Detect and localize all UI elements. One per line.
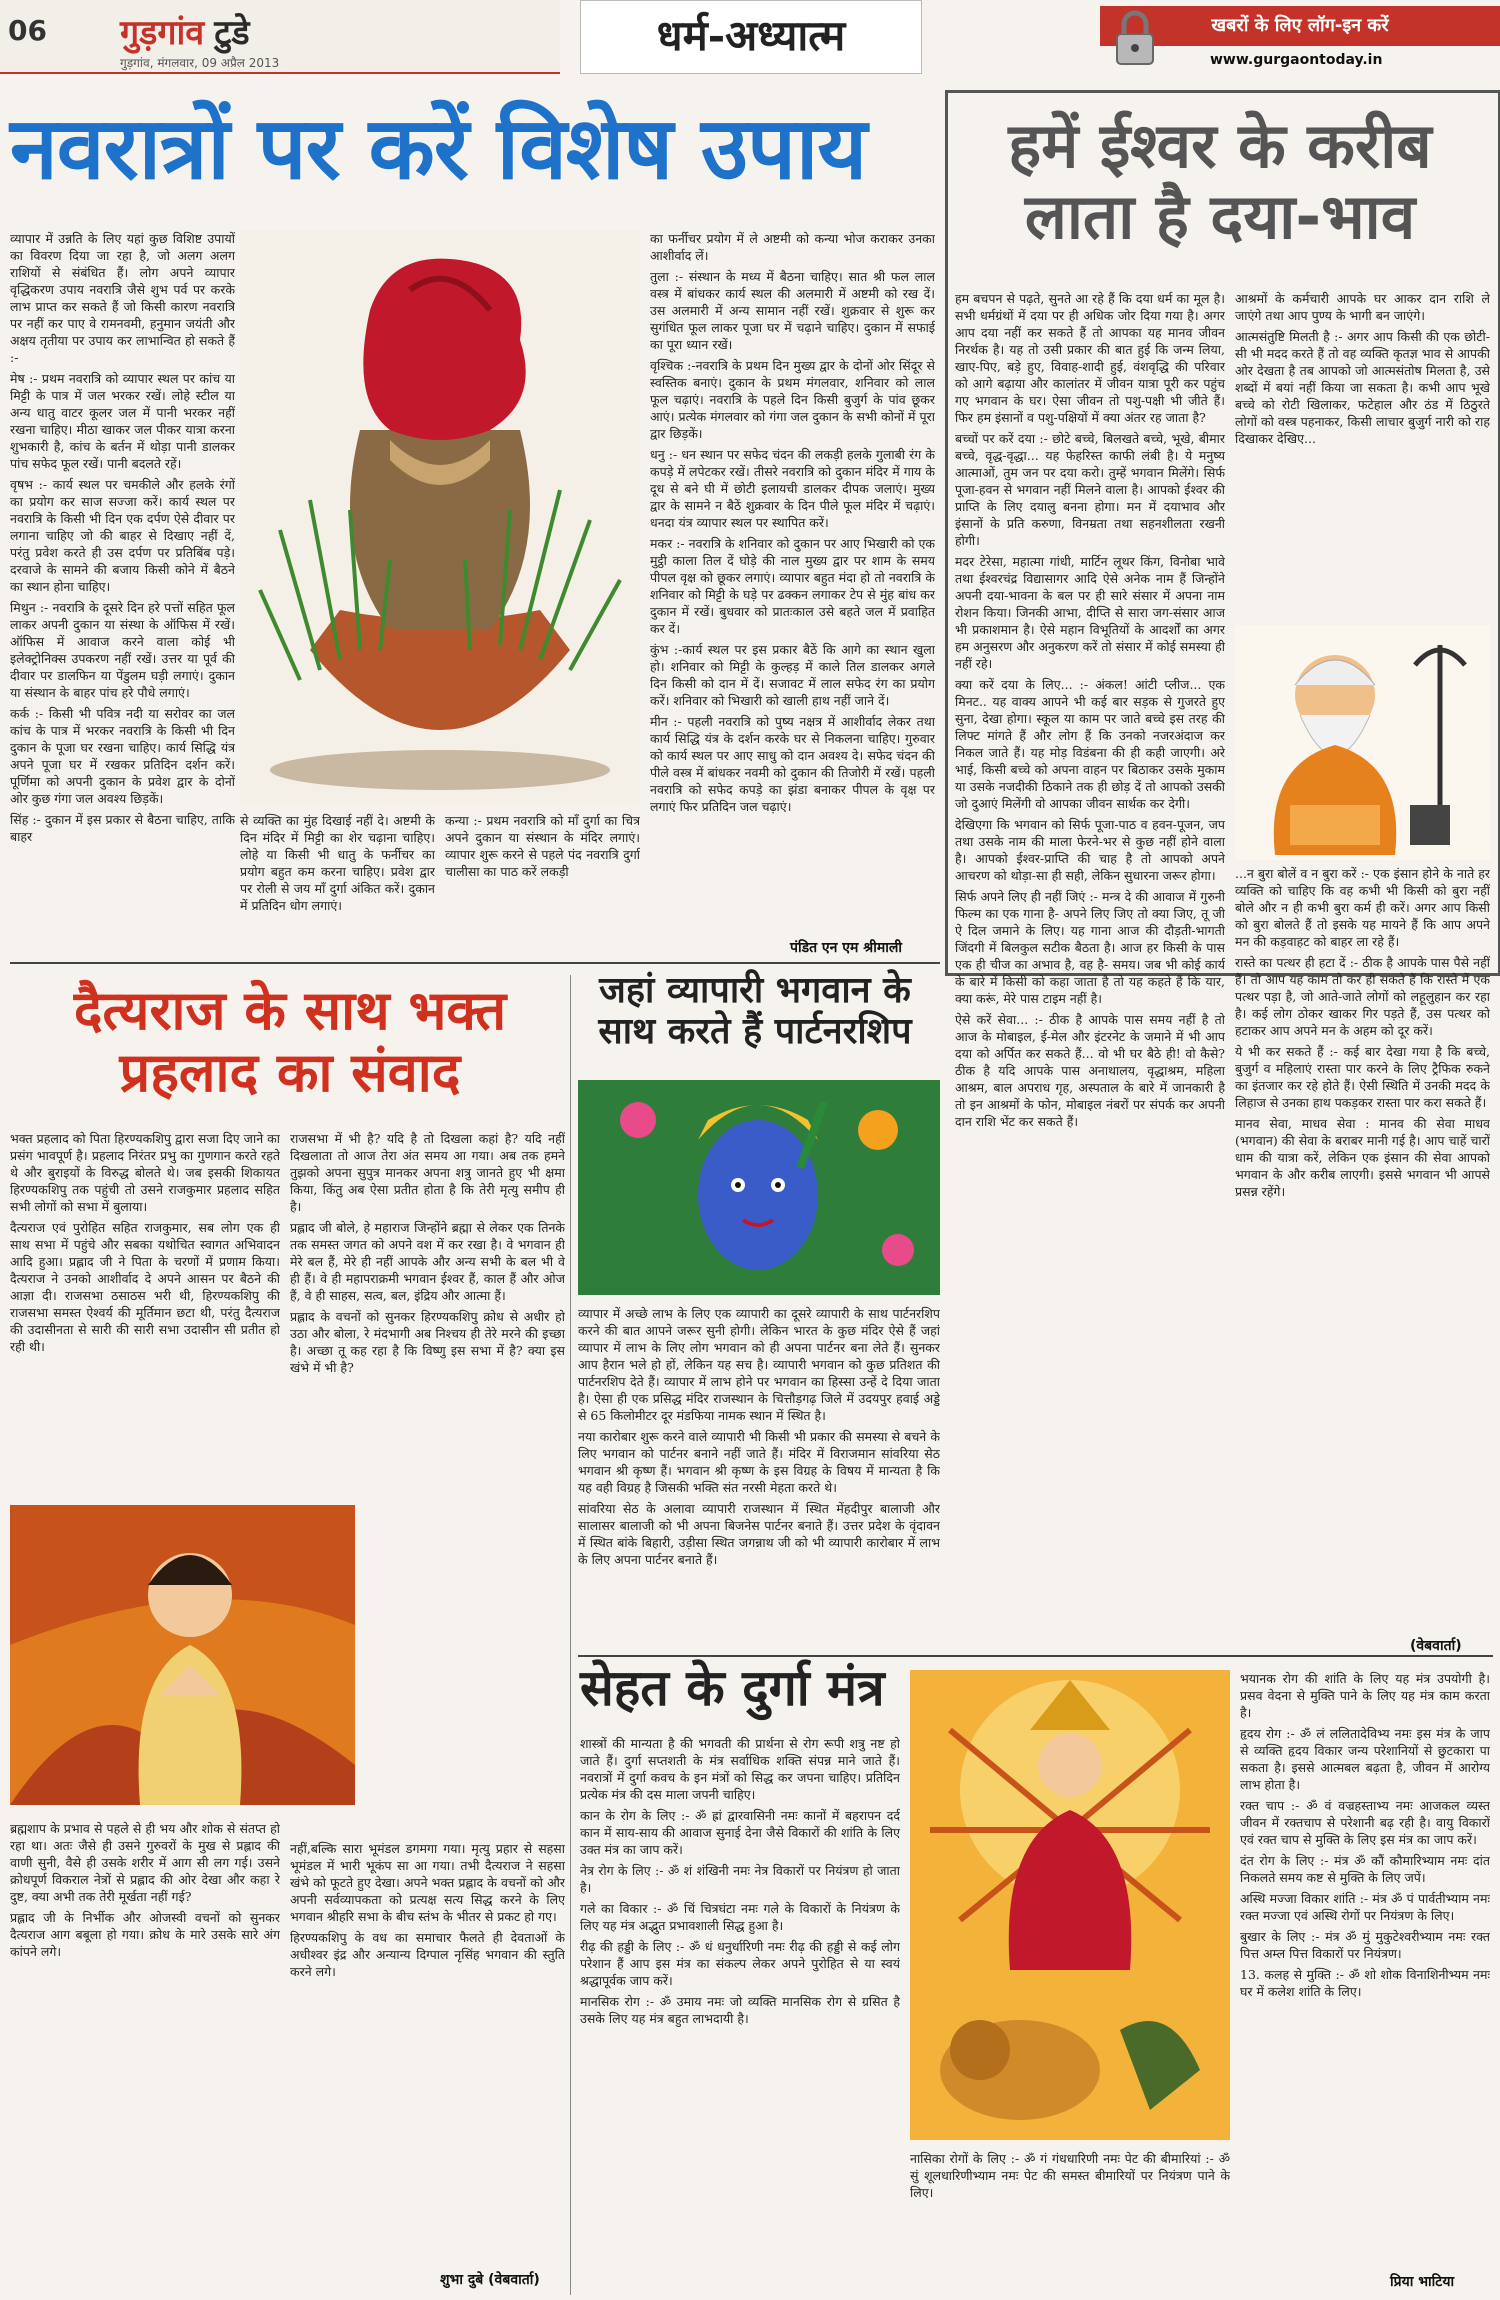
upay-para: से व्यक्ति का मुंह दिखाई नहीं दे। अष्टमी के दिन मंदिर में मिट्टी का शेर चढ़ाना चाहिए। लोहे या किसी भी धातु के फर्नीचर का प्रयोग बहुत कम करना चाहिए। प्रवेश द्वार पर रोली से जय माँ दुर्गा अंकित करें। दुकान में प्रतिदिन धोग लगाएं। [240, 813, 435, 913]
sadhu-cartoon [1235, 625, 1490, 860]
partner-para: व्यापार में अच्छे लाभ के लिए एक व्यापारी का दूसरे व्यापारी के साथ पार्टनरशिप करने की बात आपने जरूर सुनी होगी। लेकिन भारत के कुछ मंदिर ऐसे हैं जहां व्यापार में लाभ के लिए लोग भगवान को ही अपना पार्टनर बना लेते हैं। सुनकर आप हैरान भले हो हों, लेकिन यह सच है। व्यापारी भगवान को कुछ प्रतिशत की पार्टनरशिप देते हैं। व्यापार में लाभ होने पर भगवान का हिस्सा उन्हें दे दिया जाता है। ऐसा ही एक प्रसिद्ध मंदिर राजस्थान के चित्तौड़गढ़ जिले में उदयपुर हवाई अड्डे से 65 किलोमीटर दूर मंडफिया नामक स्थान में स्थित है। [578, 1306, 940, 1423]
upay-col-2 [240, 812, 435, 962]
upay-para: कन्या :- प्रथम नवरात्रि को माँ दुर्गा का चित्र अपने दुकान या संस्थान के मंदिर लगाएं। व्यापार शुरू करने से पहले पंद नवरात्रि दुर्गा चालीसा का पाठ करें लकड़ी [445, 813, 640, 879]
mantra-headline: सेहत के दुर्गा मंत्र [580, 1659, 885, 1717]
upay-para: वृषभ :- कार्य स्थल पर चमकीले और हलके रंगों का प्रयोग कर साज सज्जा करें। कार्य स्थल पर नवरात्रि के किसी भी दिन एक दर्पण ऐसे दीवार पर लगाना चाहिए जो की बाहर से दिखाए नहीं दें, परंतु प्रवेश करते ही उस दर्पण पर प्रतिबिंब पड़े। दरवाजे के सामने की बजाय किसी कोने में बैठने का स्थान होना चाहिए। [10, 477, 235, 594]
mantra-para: नासिका रोगों के लिए :- ॐ गं गंधधारिणी नमः पेट की बीमारियां :- ॐ सुं शूलधारिणीभ्याम नमः पेट की समस्त बीमारियों पर नियंत्रण पाने के लिए। [910, 2151, 1230, 2200]
upay-para: मिथुन :- नवरात्रि के दूसरे दिन हरे पत्तों सहित फूल लाकर अपनी दुकान या संस्था के ऑफिस में रखें। ऑफिस में आवाज करने वाला कोई भी इलेक्ट्रोनिक्स उपकरण नहीं रखें। उत्तर या पूर्व की दीवार पर डालफिन या पेंडुलम घड़ी लगाएं। दुकान या संस्थान के बाहर पांच हरे पौधे लगाएं। [10, 600, 235, 700]
page-number: 06 [8, 14, 47, 47]
mantra-col-1 [580, 1735, 900, 2265]
mantra-col-2 [1240, 1670, 1490, 2270]
prahlad-para: हिरण्यकशिपु के वध का समाचार फैलते ही देवताओं के अधीश्वर इंद्र और अन्यान्य दिग्पाल नृसिंह भगवान की स्तुति करने लगे। [290, 1930, 565, 1979]
brand-logo[interactable] [120, 8, 250, 54]
brand-part1: गुड़गांव [120, 13, 205, 53]
masthead-left [0, 0, 560, 74]
prahlad-col-3 [10, 1820, 280, 2290]
daya-col-2b [1235, 865, 1490, 1660]
section-title: धर्म-अध्यात्म [580, 0, 922, 74]
upay-para: का फर्नीचर प्रयोग में ले अष्टमी को कन्या भोज कराकर उनका आशीर्वाद लें। [650, 231, 935, 263]
mantra-para: कान के रोग के लिए :- ॐ ह्रां द्वारवासिनी नमः कानों में बहरापन दर्द कान में साय-साय की आवाज सुनाई देना जैसे विकारों की शांति के लिए उक्त मंत्र का जाप करें। [580, 1808, 900, 1857]
daya-para: ऐसे करें सेवा... :- ठीक है आपके पास समय नहीं है तो आज के मोबाइल, ई-मेल और इंटरनेट के जमाने में भी आप दया को अर्पित कर सकते हैं... वो भी घर बैठे ही! वो कैसे? ठीक है यदि आपके पास अनाथालय, वृद्धाश्रम, महिला आश्रम, बाल अपराध गृह, अस्पताल के बारे में जानकारी है तो इन आश्रमों के फोन, मोबाइल नंबरों पर संपर्क कर अपनी दान राशि भेंट कर सकते हैं। [955, 1012, 1225, 1129]
partner-para: सांवरिया सेठ के अलावा व्यापारी राजस्थान में स्थित मेंहदीपुर बालाजी और सालासर बालाजी को भी अपना बिजनेस पार्टनर बनाते हैं। उत्तर प्रदेश के वृंदावन में स्थित बांके बिहारी, उड़ीसा स्थित जगन्नाथ जी को भी व्यापारी कारोबार में लाभ के लिए अपना पार्टनर बनाते हैं। [578, 1501, 940, 1567]
upay-col-4 [650, 230, 935, 930]
daya-para: ये भी कर सकते हैं :- कई बार देखा गया है कि बच्चे, बुजुर्ग व महिलाएं रास्ता पार करने के लिए ट्रैफिक रुकने का इंतजार कर रहे होते हैं। ऐसी स्थिति में उनकी मदद के लिहाज से उनका हाथ पकड़कर रास्ता पार करा सकते हैं। [1235, 1044, 1490, 1110]
upay-byline: पंडित एन एम श्रीमाली [790, 940, 902, 956]
prahlad-para: प्रह्लाद जी के निर्भीक और ओजस्वी वचनों को सुनकर दैत्यराज आग बबूला हो गया। क्रोध के मारे उसके सारे अंग कांपने लगे। [10, 1910, 280, 1959]
mantra-para: नेत्र रोग के लिए :- ॐ शं शंखिनी नमः नेत्र विकारों पर नियंत्रण हो जाता है। [580, 1863, 900, 1895]
upay-para: मीन :- पहली नवरात्रि को पुष्य नक्षत्र में आशीर्वाद लेकर तथा कार्य सिद्धि यंत्र के दर्शन करके घर से निकलना चाहिए। गुरुवार को कार्य स्थल पर आए साधु को दान अवश्य दे। सफेद चंदन की पीले वस्त्र में बांधकर नवमी को दुकान की तिजोरी में रखें। पहली नवरात्रि को सफेद कपड़े का झंडा बनाकर पीपल के वृक्ष पर लगाएं फिर प्रतिदिन जल चढ़ाएं। [650, 714, 935, 814]
daya-col-2a [1235, 290, 1490, 620]
daya-para: आत्मसंतुष्टि मिलती है :- अगर आप किसी की एक छोटी-सी भी मदद करते हैं तो वह व्यक्ति कृतज्ञ भाव से आपकी ओर देखता है तब आपको जो आत्मसंतोष मिलता है, उसे शब्दों में बयां नहीं किया जा सकता है। कभी आप भूखे बच्चे को रोटी खिलाकर, फटेहाल और ठंड में ठिठुरते लोगों को वस्त्र पहनाकर, किसी लाचार बुजुर्ग नारी को राह दिखाकर देखिए... [1235, 329, 1490, 446]
daya-byline: (वेबवार्ता) [1410, 1638, 1462, 1654]
prahlad-col-1 [10, 1130, 280, 1500]
mantra-para: अस्थि मज्जा विकार शांति :- मंत्र ॐ पं पार्वतीभ्याम नमः रक्त मज्जा एवं अस्थि रोगों पर नियंत्रण के लिए। [1240, 1891, 1490, 1923]
daya-para: देखिएगा कि भगवान को सिर्फ पूजा-पाठ व हवन-पूजन, जप तथा उसके नाम की माला फेरने-भर से कुछ नहीं होने वाला है। आपको ईश्वर-प्राप्ति की चाह है तो आपको अपने आचरण को थोड़ा-सा ही सही, लेकिन सुधारना जरूर होगा। [955, 817, 1225, 883]
website-link[interactable]: www.gurgaontoday.in [1210, 52, 1383, 68]
prahlad-para: दैत्यराज एवं पुरोहित सहित राजकुमार, सब लोग एक ही साथ सभा में पहुंचे और सबका यथोचित स्वागत अभिवादन आदि हुआ। प्रह्लाद जी ने पिता के चरणों में प्रणाम किया। दैत्यराज ने उनको आशीर्वाद दे अपने आसन पर बैठने की आज्ञा दी। राजसभा ठसाठस भरी थी, हिरण्यकशिपु की राजसभा समस्त ऐश्वर्य की मूर्तिमान छटा थी, परंतु दैत्यराज की उदासीनता से सारी की सारी सभा उदासीन सी प्रतीत हो रही थी। [10, 1220, 280, 1354]
upay-para: तुला :- संस्थान के मध्य में बैठना चाहिए। सात श्री फल लाल वस्त्र में बांधकर कार्य स्थल की अलमारी में अष्टमी को रख दें। उस अलमारी में अन्य सामान नहीं रखें। शुक्रवार से शुरू कर सुगंधित फूल लाकर पूजा घर में चढ़ाने चाहिए। दुकान में सफाई का पूरा ध्यान रखें। [650, 269, 935, 352]
daya-para: बच्चों पर करें दया :- छोटे बच्चे, बिलखते बच्चे, भूखे, बीमार बच्चे, वृद्ध-वृद्धा... यह फेहरिस्त काफी लंबी है। ये मनुष्य आत्माओं, तुम जन पर दया करो। तुम्हें भगवान मिलेंगे। सिर्फ पूजा-हवन से भगवान नहीं मिलने वाला है। आपको ईश्वर की प्राप्ति के लिए दयालु बनना होगा। मन में दयाभाव और इंसानों के प्रति करुणा, विनम्रता तथा सहनशीलता रखनी होगी। [955, 431, 1225, 548]
prahlad-headline: दैत्यराज के साथ भक्त प्रहलाद का संवाद [73, 979, 507, 1105]
mantra-para: रीढ़ की हड्डी के लिए :- ॐ धं धनुर्धारिणी नमः रीढ़ की हड्डी से कई लोग परेशान हैं आप इस मंत्र का संकल्प लेकर अपने पुरोहित से या स्वयं श्रद्धापूर्वक जाप करें। [580, 1939, 900, 1988]
dateline: गुड़गांव, मंगलवार, 09 अप्रैल 2013 [120, 56, 280, 70]
brand-part2: टुडे [214, 13, 250, 53]
upay-headline: नवरात्रों पर करें विशेष उपाय [10, 99, 867, 199]
upay-col-1 [10, 230, 235, 960]
daya-para: मदर टेरेसा, महात्मा गांधी, मार्टिन लूथर किंग, विनोबा भावे तथा ईश्वरचंद्र विद्यासागर आदि ऐसे अनेक नाम हैं जिन्होंने अपनी दया-भावना के बल पर ही सारे संसार में अपना नाम रोशन किया। जिनकी आभा, दीप्ति से सारा जग-संसार आज भी प्रकाशमान है। ऐसे महान विभूतियों के आदर्शों का अगर हम अनुसरण और अनुकरण करें तो संसार में कोई समस्या ही नहीं रहे। [955, 554, 1225, 671]
partner-body [578, 1305, 940, 1650]
upay-para: वृश्चिक :-नवरात्रि के प्रथम दिन मुख्य द्वार के दोनों ओर सिंदूर से स्वस्तिक बनाएं। दुकान के प्रथम मंगलवार, शनिवार को लाल फूल चढ़ाएं। नवरात्रि के पहले दिन किसी बुजुर्ग के पांव छूकर आएं। प्रत्येक मंगलवार को गंगा जल दुकान के सभी कोनों में पूरा द्वार छिड़कें। [650, 358, 935, 441]
mantra-para: भयानक रोग की शांति के लिए यह मंत्र उपयोगी है। प्रसव वेदना से मुक्ति पाने के लिए यह मंत्र काम करता है। [1240, 1671, 1490, 1720]
lock-icon [1105, 8, 1165, 68]
column-rule [570, 975, 571, 2295]
daya-para: ...न बुरा बोलें व न बुरा करें :- एक इंसान होने के नाते हर व्यक्ति को चाहिए कि वह कभी भी किसी को बुरा नहीं बोले और न ही कभी बुरा कर्म ही करें। अगर आप किसी को बुरा बोलते हैं तो इसके यह मायने हैं कि आप अपने मन की कड़वाहट को बाहर ला रहे हैं। [1235, 866, 1490, 949]
daya-para: सिर्फ अपने लिए ही नहीं जिएं :- मन्त्र दे की आवाज में गुरुनी फिल्म का एक गाना है- अपने लिए जिए तो क्या जिए, तू जी ऐ दिल जमाने के लिए। यह गाना आज की दौड़ती-भागती जिंदगी में बिलकुल सटीक बैठता है। आज हर किसी के पास एक ही चीज का अभाव है, वह है- समय। जब भी कोई कार्य के बारे में किसी को कहा जाता है तो यह कहते हैं कि यार, क्या करूं, मेरे पास टाइम नहीं है। [955, 889, 1225, 1006]
mantra-para: गले का विकार :- ॐ चिं चित्रघंटा नमः गले के विकारों के नियंत्रण के लिए यह मंत्र अद्भुत प्रभावशाली सिद्ध हुआ है। [580, 1901, 900, 1933]
daya-headline: हमें ईश्वर के करीब लाता है दया-भाव [1008, 109, 1432, 254]
mantra-para: बुखार के लिए :- मंत्र ॐ मुं मुकुटेश्वरीभ्याम नमः रक्त पित्त अम्ल पित्त विकारों पर नियंत्रण। [1240, 1929, 1490, 1961]
prahlad-para: प्रह्लाद के वचनों को सुनकर हिरण्यकशिपु क्रोध से अधीर हो उठा और बोला, रे मंदभागी अब निश्चय ही तेरे मरने की इच्छा है। अच्छा तू कह रहा है कि विष्णु इस सभा में है? क्या इस खंभे में भी है? [290, 1309, 565, 1375]
mantra-para: 13. कलह से मुक्ति :- ॐ शो शोक विनाशिनीभ्यम नमः घर में कलेश शांति के लिए। [1240, 1967, 1490, 1999]
daya-para: क्या करें दया के लिए... :- अंकल! आंटी प्लीज... एक मिनट.. यह वाक्य आपने भी कई बार सड़क से गुजरते हुए सुना, देखा होगा। स्कूल या काम पर जाते बच्चे इस तरह की लिफ्ट मांगते हैं और लोग हैं कि उनको नजरअंदाज कर निकल जाते हैं। यह मोड़ विडंबना की ही कही जाएगी। अरे भाई, किसी बच्चे को अपना वाहन पर बिठाकर उसके मुकाम या उसके नजदीकी ठिकाने तक ही छोड़ दें तो आपको उसकी जो दुआएं मिलेंगी वो आपका जीवन सार्थक कर देगी। [955, 677, 1225, 811]
mantra-bottom [910, 2150, 1230, 2260]
upay-para: मेष :- प्रथम नवरात्रि को व्यापार स्थल पर कांच या मिट्टी के पात्र में जल भरकर रखें। लोहे स्टील या अन्य धातु वाटर कूलर जल में पानी भरकर नहीं रखना चाहिए। मीठा खाकर जल पीकर यात्रा करना शुभकारी है, कांच के बर्तन में थोड़ा पानी डालकर पांच सफेद फूल रखें। पानी बदलते रहें। [10, 371, 235, 471]
upay-para: कुंभ :-कार्य स्थल पर इस प्रकार बैठें कि आगे का स्थान खुला हो। शनिवार को मिट्टी के कुल्हड़ में काले तिल डालकर अगले दिन किसी को दान में दें। सजावट में लाल सफेद रंग का प्रयोग करें। शनिवार को भिखारी को खाली हाथ नहीं जाने दें। [650, 642, 935, 708]
upay-col-3 [445, 812, 640, 962]
prahlad-byline: शुभा दुबे (वेबवार्ता) [440, 2272, 540, 2288]
mantra-para: रक्त चाप :- ॐ वं वज्रहस्ताभ्य नमः आजकल व्यस्त जीवन में रक्तचाप से परेशानी बढ़ रही है। वायु विकारों एवं रक्त चाप से मुक्ति के लिए इस मंत्र का जाप करें। [1240, 1798, 1490, 1847]
prahlad-image [10, 1505, 355, 1805]
divider [10, 962, 940, 964]
daya-para: मानव सेवा, माधव सेवा : मानव की सेवा माधव (भगवान) की सेवा के बराबर मानी गई है। आप चाहें चारों धाम की यात्रा करें, लेकिन एक इंसान की सेवा आपको भगवान के और करीब लाएगी। इससे भगवान भी आपसे प्रसन्न रहेंगे। [1235, 1116, 1490, 1199]
durga-image [910, 1670, 1230, 2140]
prahlad-para: नहीं,बल्कि सारा भूमंडल डगमगा गया। मृत्यु प्रहार से सहसा भूमंडल में भारी भूकंप सा आ गया। तभी दैत्यराज ने सहसा खंभे को फूटते हुए देखा। अपने भक्त प्रह्लाद के वचनों को और अपनी सर्वव्यापकता को प्रत्यक्ष सत्य सिद्ध करने के लिए भगवान श्रीहरि सभा के बीच स्तंभ के भीतर से प्रकट हो गए। [290, 1841, 565, 1924]
mantra-para: हृदय रोग :- ॐ लं ललितादेविभ्य नमः इस मंत्र के जाप से व्यक्ति हृदय विकार जन्य परेशानियों से छुटकारा पा सकता है। इससे आत्मबल बढ़ता है, जीवन में आरोग्य लाभ होता है। [1240, 1726, 1490, 1792]
partner-para: नया कारोबार शुरू करने वाले व्यापारी भी किसी भी प्रकार की समस्या से बचने के लिए भगवान को पार्टनर बनाने नहीं जाते हैं। मंदिर में विराजमान सांवरिया सेठ भगवान श्री कृष्ण हैं। भगवान श्री कृष्ण के इस विग्रह के विषय में मान्यता है कि यह वही विग्रह है जिसकी भक्ति संत नरसी मेहता करते थे। [578, 1429, 940, 1495]
login-promo[interactable]: खबरों के लिए लॉग-इन करें [1100, 6, 1500, 46]
upay-para: मकर :- नवरात्रि के शनिवार को दुकान पर आए भिखारी को एक मुट्ठी काला तिल दें घोड़े की नाल मुख्य द्वार पर शाम के समय पीपल वृक्ष को छूकर लगाएं। व्यापार बहुत मंदा हो तो नवरात्रि के शनिवार को मिट्टी के घड़े पर ढक्कन लगाकर टेप से मुंह बांध कर दुकान में रखें। बुधवार को प्रातःकाल उसे बहते जल में प्रवाहित कर दें। [650, 536, 935, 636]
divider [578, 1655, 1493, 1657]
mantra-para: शास्त्रों की मान्यता है की भगवती की प्रार्थना से रोग रूपी शत्रु नष्ट हो जाते हैं। दुर्गा सप्तशती के मंत्र सर्वाधिक शक्ति संपन्न माने जाते हैं। नवरात्रों में दुर्गा कवच के इन मंत्रों को सिद्ध कर जपना चाहिए। प्रतिदिन प्रत्येक मंत्र की दस माला जपनी चाहिए। [580, 1736, 900, 1802]
daya-col-1 [955, 290, 1225, 1660]
mantra-para: मानसिक रोग :- ॐ उमाय नमः जो व्यक्ति मानसिक रोग से ग्रसित है उसके लिए यह मंत्र बहुत लाभदायी है। [580, 1994, 900, 2026]
upay-para: कर्क :- किसी भी पवित्र नदी या सरोवर का जल कांच के पात्र में भरकर नवरात्रि के किसी भी दिन दुकान के पूजा घर रखना चाहिए। कार्य सिद्धि यंत्र अपने पूजा घर में रखकर प्रतिदिन दर्शन करें। पूर्णिमा को अपनी दुकान के प्रवेश द्वार के दोनों ओर कुछ गंगा जल अवश्य छिड़कें। [10, 706, 235, 806]
daya-para: रास्ते का पत्थर ही हटा दें :- ठीक है आपके पास पैसे नहीं हैं। तो आप यह काम तो कर ही सकते हैं कि रास्ते में एक पत्थर पड़ा है, जो आते-जाते लोगों को लहूलुहान कर रहा है। कई लोग ठोकर खाकर गिर पड़ते हैं, उस पत्थर को हटाकर आप अपने मन के अहम को दूर करें। [1235, 955, 1490, 1038]
upay-para: सिंह :- दुकान में इस प्रकार से बैठना चाहिए, ताकि बाहर [10, 812, 235, 844]
mantra-para: दंत रोग के लिए :- मंत्र ॐ कौं कौमारिभ्याम नमः दांत निकलते समय कष्ट से मुक्ति के लिए जपें। [1240, 1853, 1490, 1885]
prahlad-para: प्रह्लाद जी बोले, हे महाराज जिन्होंने ब्रह्मा से लेकर एक तिनके तक समस्त जगत को अपने वश में कर रखा है। वे भगवान ही मेरे बल हैं, मेरे ही नहीं आपके और अन्य सभी के बल भी वे ही हैं। वे ही महापराक्रमी भगवान ईश्वर हैं, काल हैं और ओज हैं, वे ही साहस, सत्व, बल, इंद्रिय और आत्मा हैं। [290, 1220, 565, 1303]
upay-para: व्यापार में उन्नति के लिए यहां कुछ विशिष्ट उपायों का विवरण दिया जा रहा है, जो अलग अलग राशियों से संबंधित हैं। लोग अपने व्यापार वृद्धिकरण उपाय नवरात्रि जैसे शुभ पर्व पर करके लाभ प्राप्त कर सकते हैं जो किसी कारण नवरात्रि पर नहीं कर पाए वे रामनवमी, हनुमान जयंती और अक्षय तृतीया पर उपाय कर लाभान्वित हो सकते हैं :- [10, 231, 235, 365]
partner-headline: जहां व्यापारी भगवान के साथ करते हैं पार्टनरशिप [598, 970, 912, 1053]
daya-para: आश्रमों के कर्मचारी आपके घर आकर दान राशि ले जाएंगे तथा आप पुण्य के भागी बन जाएंगे। [1235, 291, 1490, 323]
prahlad-col-4 [290, 1840, 565, 2260]
prahlad-para: ब्रह्मशाप के प्रभाव से पहले से ही भय और शोक से संतप्त हो रहा था। अतः जैसे ही उसने गुरुवरों के मुख से प्रह्लाद की वाणी सुनी, वैसे ही उसके शरीर में आग सी लग गई। उसने क्रोधपूर्ण विकराल नेत्रों से प्रह्लाद की ओर देखा और कहा रे दुष्ट, क्या अभी तक तेरी मूर्खता नहीं गई? [10, 1821, 280, 1904]
mantra-byline: प्रिया भाटिया [1390, 2274, 1455, 2290]
kalash-image [240, 230, 640, 805]
upay-para: धनु :- धन स्थान पर सफेद चंदन की लकड़ी हलके गुलाबी रंग के कपड़े में लपेटकर रखें। तीसरे नवरात्रि को दुकान मंदिर में गाय के दूध से बने घी में छोटी इलायची डालकर दीपक जलाएं। मुख्य द्वार के सामने न बैठें शुक्रवार के दिन पीले फूल मंदिर में चढ़ाएं। धनदा यंत्र व्यापार स्थल पर स्थापित करें। [650, 447, 935, 530]
daya-para: हम बचपन से पढ़ते, सुनते आ रहे हैं कि दया धर्म का मूल है। सभी धर्मग्रंथों में दया पर ही अधिक जोर दिया गया है। अगर आप दया नहीं कर सकते हैं तो आपका यह मानव जीवन निरर्थक है। यह तो उसी प्रकार की बात हुई कि जन्म लिया, खाए-पिए, बड़े हुए, विवाह-शादी हुई, वंशवृद्धि की परिवार को आगे बढ़ाया और कालांतर में जीवन यात्रा पूरी कर पहुंच गए भगवान के घर। ऐसा जीवन तो पशु-पक्षी भी जीते हैं। फिर हम इंसानों व पशु-पक्षियों में क्या अंतर रह जाता है? [955, 291, 1225, 425]
prahlad-para: भक्त प्रहलाद को पिता हिरण्यकशिपु द्वारा सजा दिए जाने का प्रसंग भावपूर्ण है। प्रहलाद निरंतर प्रभु का गुणगान करते रहते थे और बुराइयों के विरुद्ध बोलते थे। जब इसकी शिकायत हिरण्यकशिपु तक पहुंची तो उसने राजकुमार प्रहलाद सहित सभी लोगों को सभा में बुलाया। [10, 1131, 280, 1214]
krishna-image [578, 1080, 940, 1295]
prahlad-para: राजसभा में भी है? यदि है तो दिखला कहां है? यदि नहीं दिखलाता तो आज तेरा अंत समय आ गया। अब तक हमने तुझको अपना सुपुत्र मानकर अपना शत्रु जानते हुए भी क्षमा किया, किंतु अब ऐसा प्रतीत होता है कि तेरी मृत्यु समीप ही है। [290, 1131, 565, 1214]
